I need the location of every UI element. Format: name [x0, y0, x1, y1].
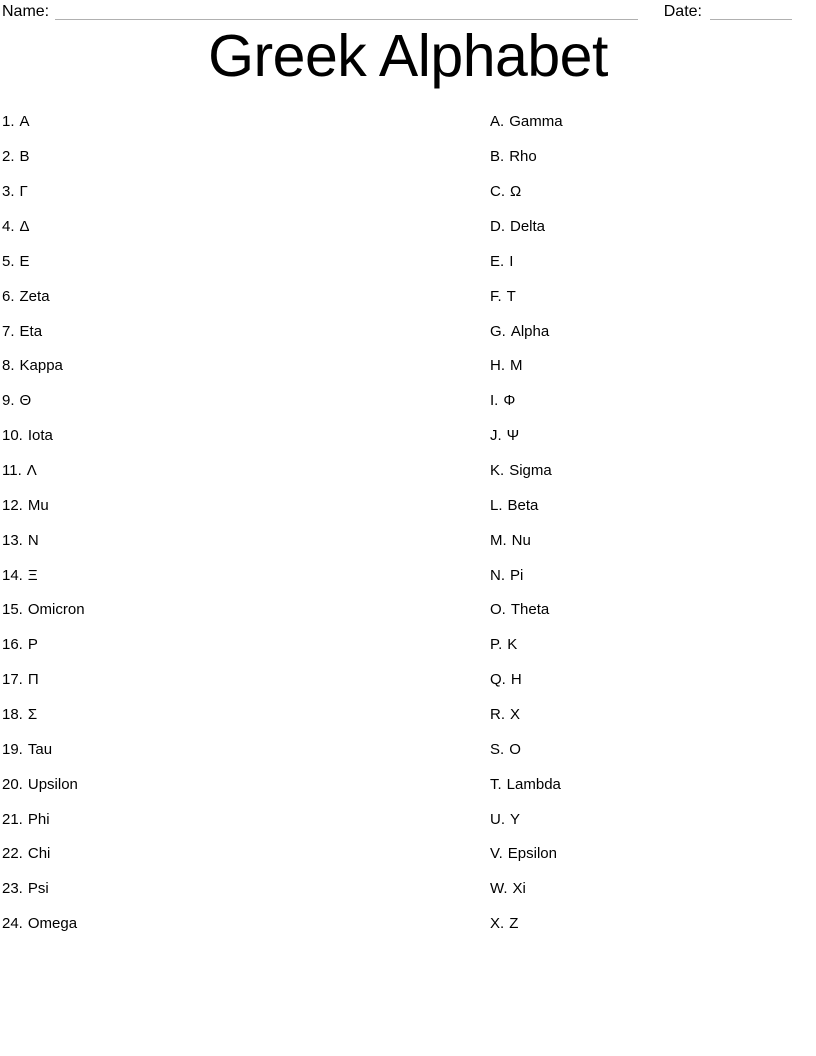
- answer-letter: C.: [490, 183, 505, 201]
- answer-letter: D.: [490, 218, 505, 235]
- question-row: [2, 697, 482, 732]
- answer-row: [490, 558, 810, 593]
- answer-text: Χ: [510, 706, 521, 724]
- worksheet-header: [2, 2, 792, 21]
- answer-letter: W.: [490, 880, 508, 898]
- answer-letter: B.: [490, 148, 505, 166]
- answer-row: [490, 593, 810, 628]
- question-row: [2, 244, 482, 279]
- answer-letter: X.: [490, 915, 505, 933]
- question-number: 15.: [2, 601, 23, 619]
- date-blank-line: [710, 2, 792, 20]
- question-number: 7.: [2, 322, 15, 340]
- answer-letter: K.: [490, 462, 505, 480]
- question-row: [2, 627, 482, 662]
- answer-letter: I.: [490, 392, 499, 410]
- question-row: [2, 418, 482, 453]
- question-text: Π: [27, 671, 39, 689]
- questions-column: [2, 105, 482, 942]
- answer-row: [490, 697, 810, 732]
- question-text: Σ: [27, 706, 38, 724]
- question-row: [2, 662, 482, 697]
- question-text: Omicron: [27, 601, 85, 619]
- answers-column: [490, 105, 810, 942]
- answer-letter: F.: [490, 287, 502, 305]
- answer-letter: U.: [490, 810, 505, 828]
- question-number: 4.: [2, 218, 15, 235]
- question-row: [2, 593, 482, 628]
- answer-text: Nu: [511, 531, 531, 549]
- answer-text: Ο: [509, 740, 521, 758]
- answer-row: [490, 488, 810, 523]
- answer-letter: P.: [490, 636, 503, 654]
- answer-row: [490, 453, 810, 488]
- answer-row: [490, 802, 810, 837]
- answer-letter: H.: [490, 357, 505, 375]
- answer-text: Υ: [510, 810, 521, 828]
- answer-row: [490, 209, 810, 244]
- question-number: 24.: [2, 915, 23, 933]
- question-number: 14.: [2, 566, 23, 584]
- answer-text: Φ: [503, 392, 516, 410]
- question-number: 17.: [2, 671, 23, 689]
- answer-letter: M.: [490, 531, 507, 549]
- question-row: [2, 453, 482, 488]
- answer-letter: R.: [490, 706, 505, 724]
- question-text: Ν: [27, 531, 39, 549]
- answer-text: Ι: [509, 252, 514, 270]
- question-number: 13.: [2, 531, 23, 549]
- question-number: 2.: [2, 148, 15, 166]
- answer-row: [490, 767, 810, 802]
- question-text: Omega: [27, 915, 78, 933]
- question-text: Ξ: [27, 566, 38, 584]
- answer-text: Ψ: [506, 427, 520, 445]
- answer-text: Τ: [506, 287, 516, 305]
- question-row: [2, 105, 482, 140]
- answer-letter: S.: [490, 740, 505, 758]
- question-text: Zeta: [19, 287, 50, 305]
- question-number: 1.: [2, 113, 15, 131]
- question-number: 3.: [2, 183, 15, 201]
- answer-text: Lambda: [506, 775, 561, 793]
- question-row: [2, 139, 482, 174]
- worksheet-title: Greek Alphabet: [208, 23, 608, 89]
- name-label: Name:: [2, 3, 50, 20]
- question-row: [2, 383, 482, 418]
- question-text: Phi: [27, 810, 50, 828]
- answer-row: [490, 314, 810, 349]
- answer-letter: L.: [490, 496, 503, 514]
- question-text: Ρ: [27, 636, 38, 654]
- question-row: [2, 314, 482, 349]
- answer-text: Η: [510, 671, 522, 689]
- question-number: 5.: [2, 252, 15, 270]
- answer-text: Delta: [510, 218, 546, 235]
- answer-text: Alpha: [510, 322, 550, 340]
- answer-text: Κ: [507, 636, 518, 654]
- question-text: Mu: [27, 496, 49, 514]
- answer-row: [490, 279, 810, 314]
- answer-row: [490, 105, 810, 140]
- answer-letter: N.: [490, 566, 505, 584]
- name-blank-line: [55, 2, 638, 20]
- question-text: Θ: [19, 392, 32, 410]
- question-number: 9.: [2, 392, 15, 410]
- question-text: Psi: [27, 880, 49, 898]
- answer-row: [490, 383, 810, 418]
- question-number: 6.: [2, 287, 15, 305]
- question-text: Δ: [19, 218, 30, 235]
- answer-text: Rho: [509, 148, 537, 166]
- answer-row: [490, 349, 810, 384]
- date-label: Date:: [663, 3, 702, 20]
- question-text: Α: [19, 113, 30, 131]
- answer-text: Pi: [510, 566, 524, 584]
- question-row: [2, 871, 482, 906]
- question-row: [2, 349, 482, 384]
- answer-letter: E.: [490, 252, 505, 270]
- question-row: [2, 837, 482, 872]
- answer-letter: T.: [490, 775, 502, 793]
- answer-text: Gamma: [509, 113, 563, 131]
- question-number: 22.: [2, 845, 23, 863]
- answer-row: [490, 174, 810, 209]
- answer-row: [490, 837, 810, 872]
- question-number: 20.: [2, 775, 23, 793]
- answer-text: Μ: [510, 357, 523, 375]
- question-number: 19.: [2, 740, 23, 758]
- question-number: 16.: [2, 636, 23, 654]
- question-text: Upsilon: [27, 775, 78, 793]
- question-text: Kappa: [19, 357, 63, 375]
- answer-text: Xi: [512, 880, 526, 898]
- answer-text: Sigma: [509, 462, 552, 480]
- question-row: [2, 174, 482, 209]
- question-row: [2, 523, 482, 558]
- question-row: [2, 802, 482, 837]
- question-row: [2, 732, 482, 767]
- answer-row: [490, 732, 810, 767]
- answer-text: Ω: [510, 183, 522, 201]
- answer-row: [490, 627, 810, 662]
- question-row: [2, 906, 482, 941]
- question-text: Iota: [27, 427, 53, 445]
- answer-letter: O.: [490, 601, 506, 619]
- answer-text: Epsilon: [507, 845, 557, 863]
- answer-row: [490, 523, 810, 558]
- question-text: Β: [19, 148, 30, 166]
- question-number: 21.: [2, 810, 23, 828]
- answer-letter: V.: [490, 845, 503, 863]
- answer-row: [490, 662, 810, 697]
- answer-text: Ζ: [509, 915, 519, 933]
- question-text: Tau: [27, 740, 53, 758]
- answer-letter: Q.: [490, 671, 506, 689]
- question-row: [2, 279, 482, 314]
- answer-letter: J.: [490, 427, 502, 445]
- question-number: 11.: [2, 462, 22, 480]
- answer-text: Beta: [507, 496, 539, 514]
- question-number: 10.: [2, 427, 23, 445]
- question-text: Chi: [27, 845, 51, 863]
- question-number: 8.: [2, 357, 15, 375]
- answer-letter: A.: [490, 113, 505, 131]
- answer-letter: G.: [490, 322, 506, 340]
- answer-text: Theta: [510, 601, 550, 619]
- question-text: Λ: [26, 462, 37, 480]
- question-number: 18.: [2, 706, 23, 724]
- answer-row: [490, 871, 810, 906]
- answer-row: [490, 906, 810, 941]
- answer-row: [490, 418, 810, 453]
- answer-row: [490, 139, 810, 174]
- question-row: [2, 558, 482, 593]
- question-number: 23.: [2, 880, 23, 898]
- answer-row: [490, 244, 810, 279]
- question-row: [2, 209, 482, 244]
- question-text: Eta: [19, 322, 43, 340]
- question-text: Γ: [19, 183, 28, 201]
- question-number: 12.: [2, 496, 23, 514]
- question-row: [2, 767, 482, 802]
- question-row: [2, 488, 482, 523]
- question-text: Ε: [19, 252, 30, 270]
